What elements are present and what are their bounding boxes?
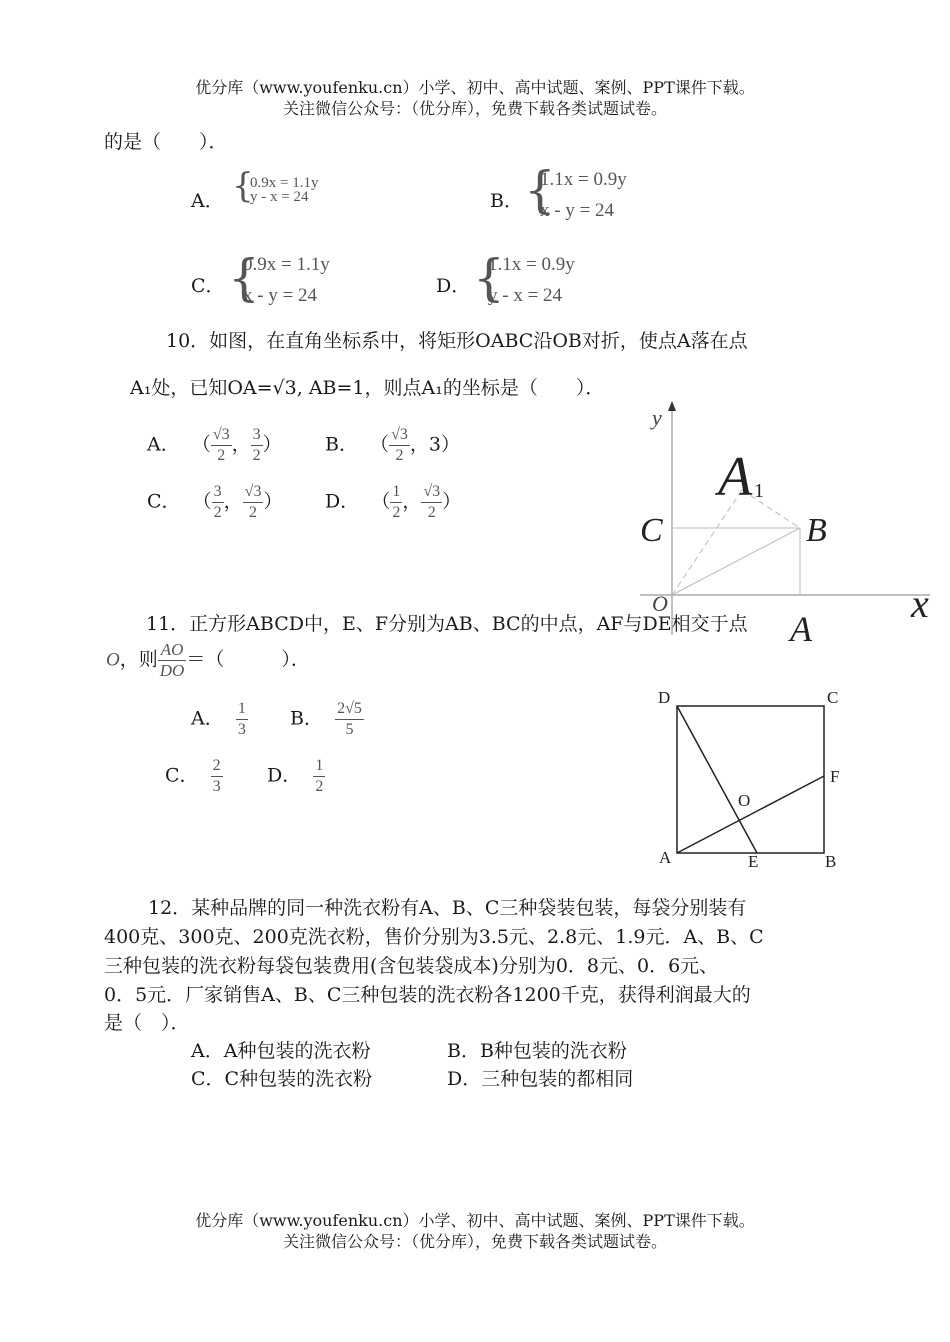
q9-option-d-system: 1.1x = 0.9y y - x = 24 — [488, 254, 575, 306]
q12-line-4: 0．5元．厂家销售A、B、C三种包装的洗衣粉各1200千克，获得利润最大的 — [104, 984, 751, 1006]
footer-line-2: 关注微信公众号：（优分库），免费下载各类试题试卷。 — [282, 1232, 667, 1251]
label-x: x — [911, 581, 929, 626]
q11-line-1: 11．正方形ABCD中，E、F分别为AB、BC的中点，AF与DE相交于点 — [146, 613, 748, 635]
q12-line-2: 400克、300克、200克洗衣粉，售价分别为3.5元、2.8元、1.9元．A、B、C — [104, 926, 764, 948]
header-line-1: 优分库（www.youfenku.cn）小学、初中、高中试题、案例、PPT课件下载。 — [195, 78, 755, 97]
q11-figure — [650, 683, 850, 873]
q9-option-d-brace: { — [473, 249, 505, 307]
q9-option-d-label: D． — [436, 275, 471, 297]
label-a: A — [659, 848, 672, 867]
label-b: B — [806, 512, 827, 549]
q11-option-c: C． $\frac{2}{3}$ — [165, 757, 221, 795]
label-a: A — [790, 609, 812, 649]
footer-line-1: 优分库（www.youfenku.cn）小学、初中、高中试题、案例、PPT课件下载。 — [195, 1211, 755, 1230]
label-a1-sub: 1 — [754, 480, 764, 502]
segment-ob — [672, 528, 800, 595]
square-abcd — [677, 706, 824, 853]
q9-option-b-brace: { — [524, 161, 556, 219]
q9-option-a-label: A． — [191, 190, 224, 212]
label-c: C — [827, 688, 839, 707]
q9-option-c-brace: { — [228, 249, 260, 307]
q10-option-a: A． （ $\frac{√3}{2}$ ， $\frac{3}{2}$ ） — [147, 426, 282, 464]
q12-option-a: A．A种包装的洗衣粉 — [191, 1040, 371, 1062]
segment-de — [677, 706, 757, 853]
q12-option-b: B．B种包装的洗衣粉 — [447, 1040, 627, 1062]
q9-option-c-label: C． — [191, 275, 225, 297]
label-o: O — [738, 791, 751, 810]
q11-option-d: D． $\frac{1}{2}$ — [267, 757, 324, 795]
q9-option-c-system: 0.9x = 1.1y x - y = 24 — [243, 254, 330, 306]
q10-option-c: C． （ $\frac{3}{2}$ ， $\frac{√3}{2}$ ） — [147, 483, 283, 521]
q12-line-3: 三种包装的洗衣粉每袋包装费用(含包装袋成本)分别为0．8元、0．6元、 — [104, 955, 719, 977]
label-a1: A — [718, 446, 753, 508]
q9-option-a-system: 0.9x = 1.1y y - x = 24 — [250, 175, 319, 205]
q11-option-b: B． $\frac{2√5}{5}$ — [290, 700, 362, 738]
label-e: E — [748, 852, 759, 871]
label-c: C — [640, 512, 663, 549]
q12-option-d: D．三种包装的都相同 — [447, 1068, 634, 1090]
q11-option-a: A． $\frac{1}{3}$ — [191, 700, 246, 738]
header-line-2: 关注微信公众号：（优分库），免费下载各类试题试卷。 — [282, 99, 667, 118]
label-b: B — [825, 852, 837, 871]
q9-option-b-system: 1.1x = 0.9y x - y = 24 — [540, 169, 627, 221]
q9-option-a-brace: { — [232, 166, 254, 206]
q12-option-c: C．C种包装的洗衣粉 — [191, 1068, 373, 1090]
q10-option-d: D． （ $\frac{1}{2}$ ， $\frac{√3}{2}$ ） — [325, 483, 462, 521]
q12-line-5: 是（ ）． — [104, 1012, 190, 1034]
q10-line-1: 10．如图，在直角坐标系中，将矩形OABC沿OB对折，使点A落在点 — [166, 330, 748, 352]
label-d: D — [658, 688, 671, 707]
label-o: O — [652, 591, 668, 616]
q12-line-1: 12．某种品牌的同一种洗衣粉有A、B、C三种袋装包装，每袋分别装有 — [148, 897, 747, 919]
y-axis-arrow — [668, 401, 676, 411]
label-f: F — [830, 767, 840, 786]
q9-option-b-label: B． — [490, 190, 523, 212]
q11-line-2: O，则 $\frac{AO}{DO}$ ＝（ ）． — [106, 640, 310, 680]
label-y: y — [652, 405, 662, 430]
q10-option-b: B． （ $\frac{√3}{2}$ ，3） — [325, 426, 460, 464]
q10-line-2: A₁处，已知OA=√3, AB=1，则点A₁的坐标是（ ）． — [130, 377, 605, 399]
q9-tail: 的是（ ）． — [104, 131, 228, 153]
